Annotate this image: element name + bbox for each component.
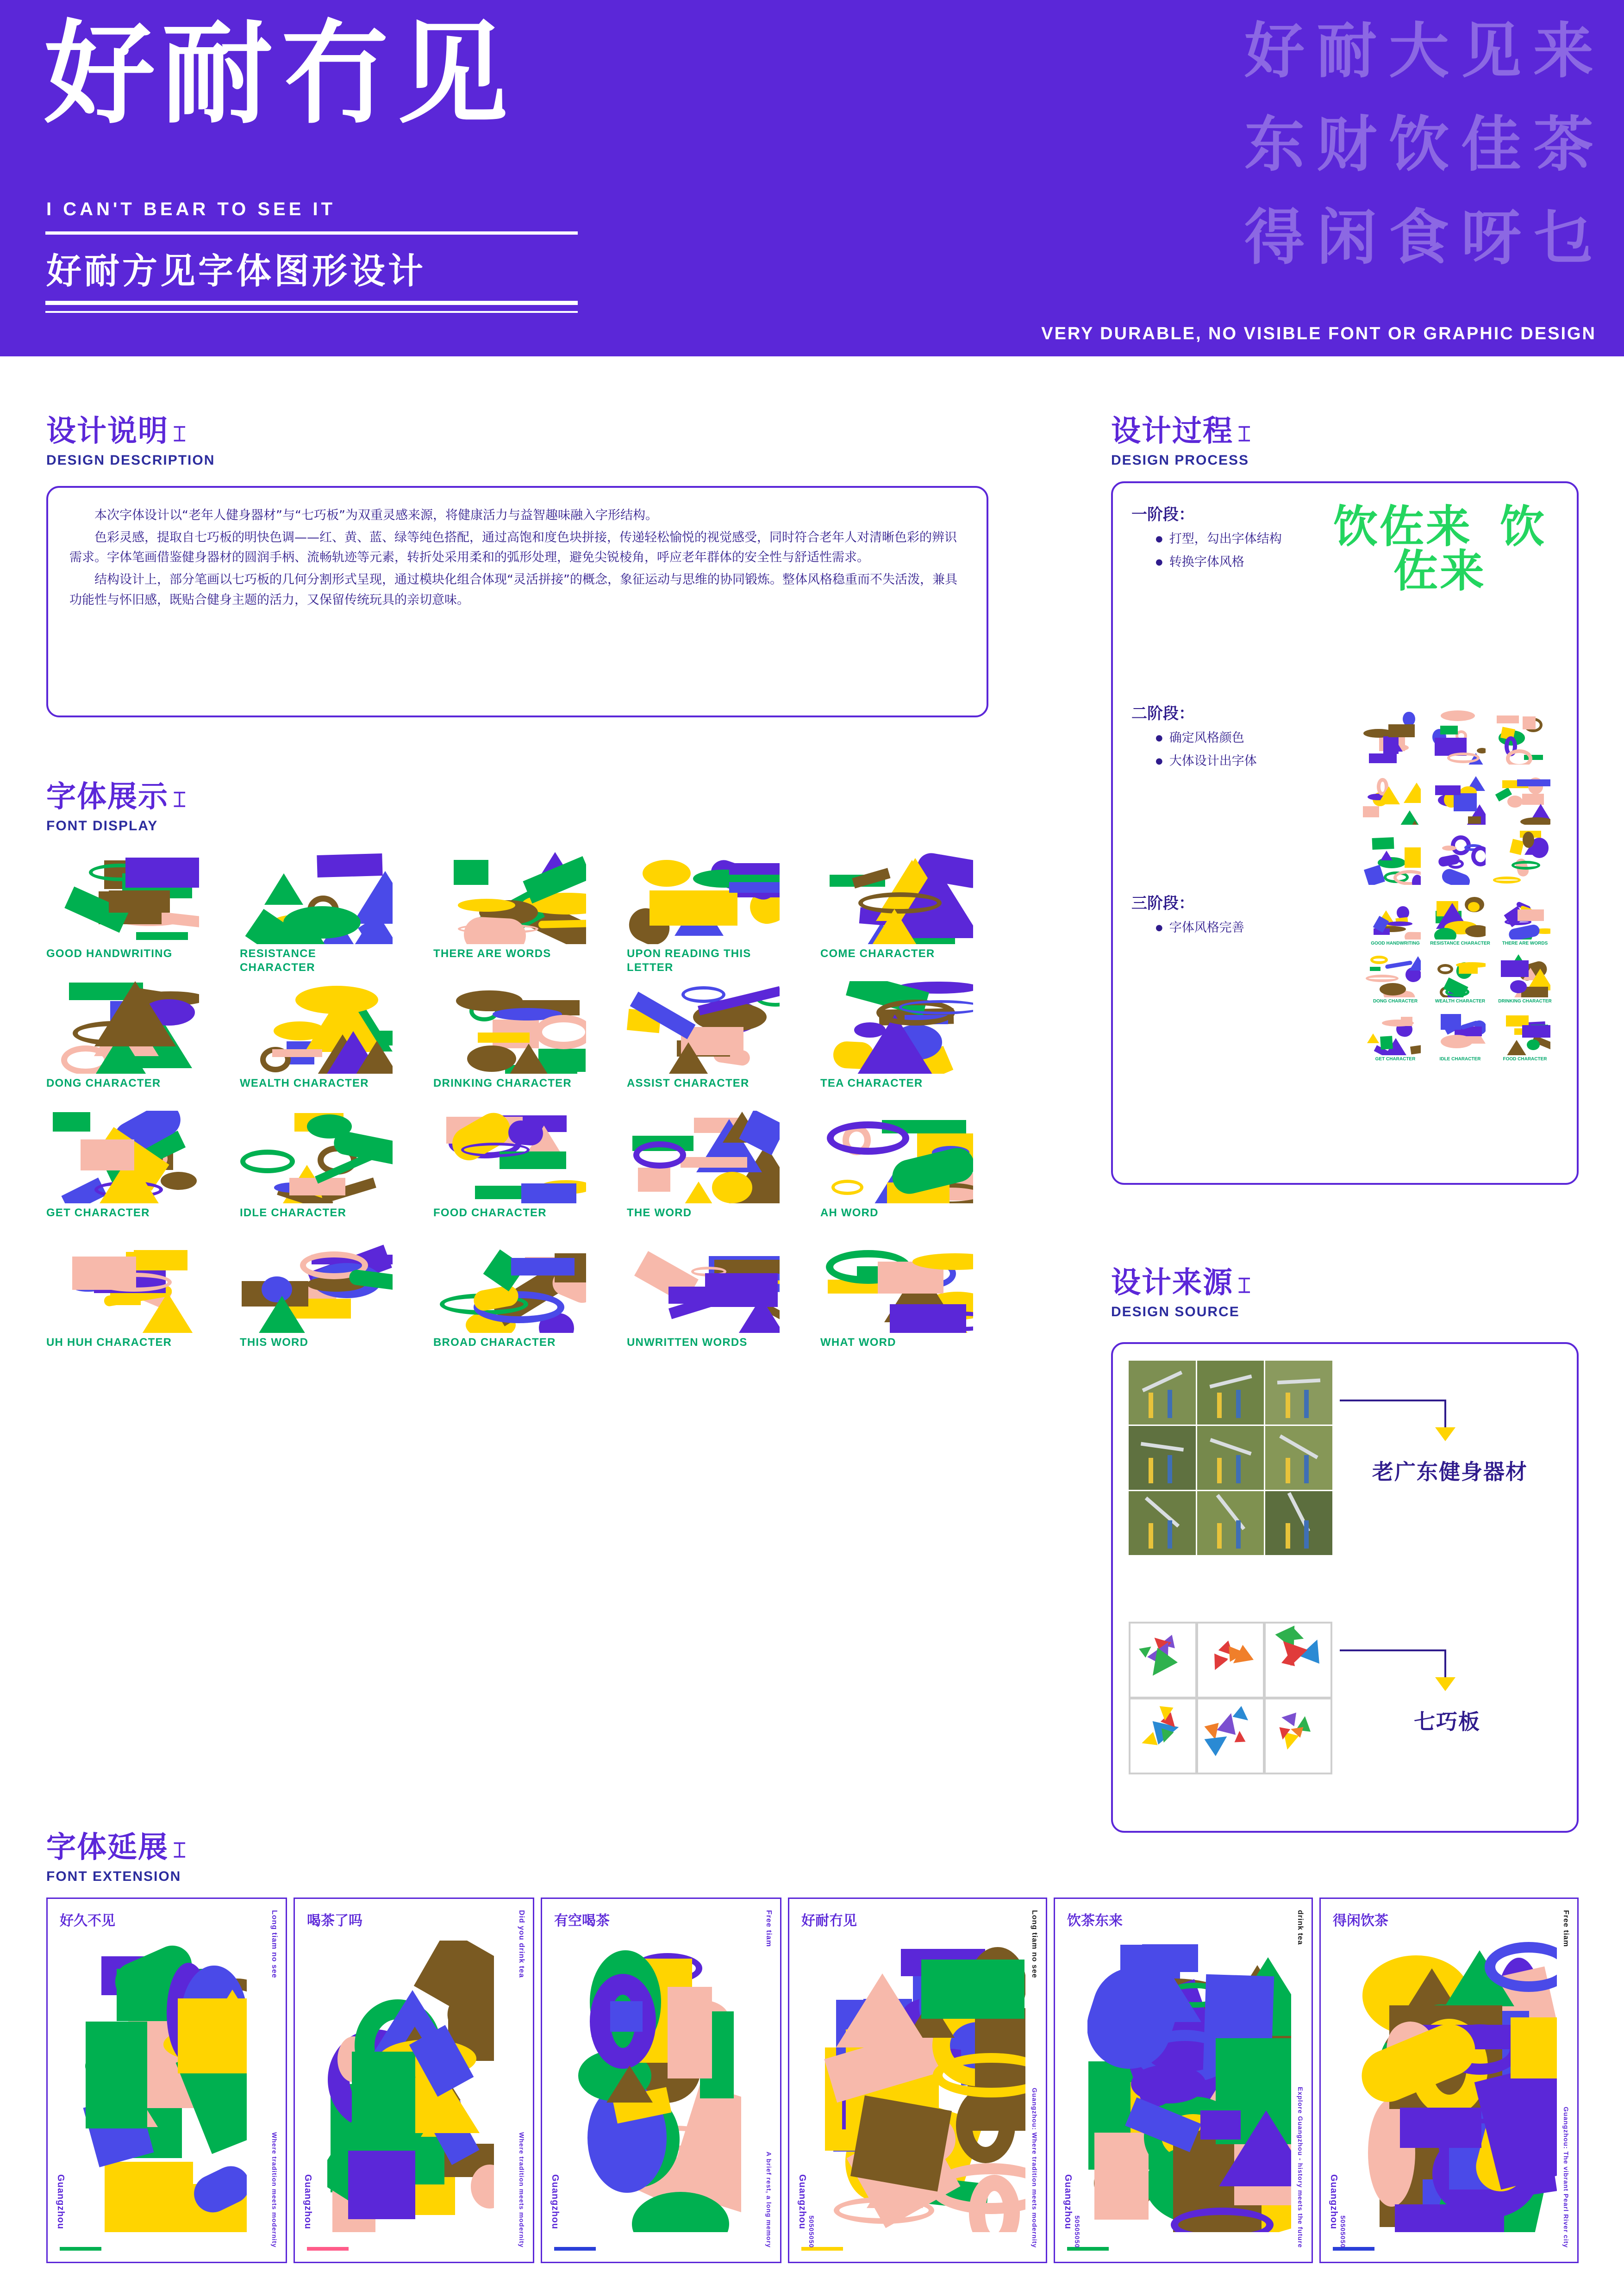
- glyph-cell: [820, 852, 1014, 981]
- stage3-glyph-cell: [1428, 1011, 1493, 1069]
- glyph-artwork: [433, 1111, 586, 1203]
- poster-side-text: Guangzhou: The vibrant Pearl River city: [1562, 2106, 1570, 2248]
- section-title-en: FONT EXTENSION: [46, 1869, 181, 1884]
- poster-title: 饮茶东来: [1067, 1913, 1123, 1929]
- glyph-cell: [627, 852, 820, 981]
- equipment-photo: [1197, 1426, 1264, 1490]
- stage3-glyph-caption: DRINKING CHARACTER: [1498, 999, 1552, 1004]
- glyph-artwork: [46, 852, 199, 944]
- glyph-label: THIS WORD: [240, 1336, 309, 1349]
- poster-city: Guangzhou: [303, 2174, 313, 2229]
- glyph-cell: [820, 981, 1014, 1111]
- glyph-artwork: [820, 1240, 973, 1333]
- ghost-row: 好耐大见来: [1244, 16, 1605, 86]
- extension-poster[interactable]: [1054, 1898, 1313, 2263]
- equipment-photo: [1265, 1491, 1332, 1555]
- stage3-glyph-cell: [1363, 1011, 1428, 1069]
- stage-label: 一阶段：: [1131, 505, 1194, 524]
- poster-accent-bar: [307, 2247, 349, 2251]
- extension-poster[interactable]: [788, 1898, 1047, 2263]
- glyph-cell: [46, 1111, 240, 1240]
- section-title-en: DESIGN SOURCE: [1111, 1304, 1240, 1319]
- source-arrow-head-icon-2: [1435, 1677, 1455, 1691]
- extension-poster[interactable]: [541, 1898, 781, 2263]
- glyph-label: UPON READING THIS LETTER: [627, 947, 751, 974]
- stage2-glyph-cell: [1363, 770, 1428, 830]
- equipment-photo: [1265, 1426, 1332, 1490]
- poster-side-en: Long tiam no see: [1031, 1910, 1038, 1979]
- glyph-artwork: [1428, 770, 1486, 825]
- poster-side-text: Guangzhou: Where tradition meets modernity: [1031, 2087, 1038, 2248]
- poster-city: Guangzhou: [1329, 2174, 1339, 2229]
- title-mark-icon: ⌶: [173, 421, 187, 446]
- stage3-glyph-caption: DONG CHARACTER: [1373, 999, 1418, 1004]
- glyph-artwork: [820, 852, 973, 944]
- hero-divider-mid: [45, 301, 578, 305]
- stage-label: 三阶段：: [1131, 894, 1194, 913]
- hero-tagline: VERY DURABLE, NO VISIBLE FONT OR GRAPHIC DESIGN: [1041, 324, 1596, 343]
- stage-bullet: ● 字体风格完善: [1156, 920, 1244, 936]
- glyph-artwork: [46, 1111, 199, 1203]
- source-arrow-line-2: [1340, 1649, 1446, 1651]
- glyph-cell: [627, 1240, 820, 1370]
- equipment-photo: [1265, 1361, 1332, 1425]
- glyph-artwork: [240, 1240, 393, 1333]
- glyph-artwork: [1363, 895, 1421, 940]
- glyph-artwork: [1363, 953, 1421, 997]
- equipment-photo: [1197, 1491, 1264, 1555]
- glyph-cell: [627, 1111, 820, 1240]
- glyph-artwork: [1428, 895, 1486, 940]
- section-title-en: DESIGN PROCESS: [1111, 453, 1249, 468]
- tangram-figure: [1198, 1624, 1263, 1697]
- poster-city: Guangzhou: [797, 2174, 807, 2229]
- poster-side-text: A brief rest, a long memory: [765, 2152, 773, 2248]
- source-arrow-head-icon: [1435, 1427, 1455, 1441]
- glyph-cell: [820, 1240, 1014, 1370]
- glyph-artwork: [627, 981, 780, 1074]
- glyph-cell: [433, 1240, 627, 1370]
- extension-poster[interactable]: [46, 1898, 287, 2263]
- stage3-glyph-caption: GOOD HANDWRITING: [1371, 941, 1420, 946]
- glyph-label: AH WORD: [820, 1207, 879, 1219]
- section-title-design-source: [1111, 1259, 1252, 1320]
- poster-city: Guangzhou: [56, 2174, 66, 2229]
- section-title-cn: 设计说明: [46, 414, 169, 448]
- source-label-equipment: 老广东健身器材: [1372, 1459, 1528, 1484]
- glyph-label: UH HUH CHARACTER: [46, 1336, 172, 1349]
- stage-label: 二阶段：: [1131, 704, 1194, 723]
- glyph-label: TEA CHARACTER: [820, 1077, 923, 1089]
- glyph-cell: [240, 981, 433, 1111]
- stage2-glyph-grid: [1363, 710, 1557, 890]
- poster-side-text: Where tradition meets modernity: [518, 2132, 525, 2248]
- poster-code: 50505050: [808, 2215, 815, 2248]
- stage3-glyph-caption: THERE ARE WORDS: [1502, 941, 1548, 946]
- tangram-figure: [1131, 1699, 1195, 1773]
- poster-side-en: drink tea: [1296, 1910, 1304, 1945]
- poster-side-en: Did you drink tea: [518, 1910, 525, 1978]
- glyph-cell: [46, 1240, 240, 1370]
- source-arrow-stem: [1444, 1400, 1446, 1427]
- poster-city: Guangzhou: [550, 2174, 560, 2229]
- glyph-artwork: [1363, 770, 1421, 825]
- poster-title: 好久不见: [60, 1913, 115, 1929]
- glyph-artwork: [1428, 953, 1486, 997]
- section-title-cn: 设计过程: [1111, 414, 1233, 448]
- glyph-artwork: [1493, 895, 1550, 940]
- font-extension-poster-row: [46, 1898, 1583, 2268]
- glyph-cell: [433, 852, 627, 981]
- section-title-en: FONT DISPLAY: [46, 818, 158, 834]
- poster-side-text: Explore Guangzhou - history meets the future: [1297, 2086, 1304, 2248]
- poster-title: 有空喝茶: [554, 1913, 610, 1929]
- glyph-artwork: [627, 852, 780, 944]
- glyph-label: DONG CHARACTER: [46, 1077, 161, 1089]
- design-process-box: [1111, 481, 1579, 1185]
- glyph-artwork: [1363, 1011, 1421, 1055]
- glyph-label: WEALTH CHARACTER: [240, 1077, 369, 1089]
- stage2-glyph-cell: [1493, 770, 1557, 830]
- design-description-box: [46, 486, 988, 717]
- ghost-glyph-block: [948, 5, 1605, 301]
- stage1-glyph: 饮佐来: [1333, 501, 1472, 553]
- glyph-artwork: [240, 852, 393, 944]
- description-paragraph: 本次字体设计以“老年人健身器材”与“七巧板”为双重灵感来源，将健康活力与益智趣味融入字形结构。: [94, 508, 658, 523]
- equipment-photo: [1129, 1491, 1196, 1555]
- poster-title: 得闲饮茶: [1333, 1913, 1388, 1929]
- glyph-cell: [627, 981, 820, 1111]
- font-display-grid: [46, 852, 1014, 1370]
- equipment-photo: [1129, 1426, 1196, 1490]
- glyph-cell: [240, 852, 433, 981]
- glyph-artwork: [240, 981, 393, 1074]
- poster-side-en: Free tiam: [765, 1910, 773, 1948]
- glyph-artwork: [820, 1111, 973, 1203]
- glyph-artwork: [46, 981, 199, 1074]
- description-paragraph: 结构设计上，部分笔画以七巧板的几何分割形式呈现，通过模块化组合体现“灵活拼接”的概念，象征运动与思维的协同锻炼。整体风格稳重而不失活泼，兼具功能性与怀旧感，既贴合健身主题的活力，又保留传统玩具的亲切意味。: [69, 572, 957, 607]
- stage3-glyph-cell: [1428, 953, 1493, 1011]
- page-header: [0, 0, 1624, 356]
- glyph-artwork: [433, 852, 586, 944]
- glyph-artwork: [1493, 710, 1550, 765]
- stage3-glyph-caption: RESISTANCE CHARACTER: [1430, 941, 1490, 946]
- glyph-cell: [433, 981, 627, 1111]
- poster-artwork: [575, 1941, 741, 2232]
- section-title-font-display: [46, 773, 187, 834]
- poster-artwork: [80, 1941, 247, 2232]
- equipment-photo-grid: [1129, 1361, 1332, 1555]
- stage3-glyph-cell: [1493, 953, 1557, 1011]
- stage3-glyph-caption: GET CHARACTER: [1375, 1057, 1416, 1062]
- tangram-figure: [1131, 1624, 1195, 1697]
- poster-side-en: Free tiam: [1562, 1910, 1570, 1948]
- tangram-figure: [1198, 1699, 1263, 1773]
- poster-side-text: Where tradition meets modernity: [271, 2132, 278, 2248]
- extension-poster[interactable]: [294, 1898, 534, 2263]
- glyph-label: GET CHARACTER: [46, 1207, 150, 1219]
- hero-subtitle-en: I CAN'T BEAR TO SEE IT: [46, 199, 336, 219]
- glyph-artwork: [1493, 770, 1550, 825]
- description-paragraph: 色彩灵感，提取自七巧板的明快色调——红、黄、蓝、绿等纯色搭配，通过高饱和度色块拼接，传递轻松愉悦的视觉感受，同时符合老年人对清晰色彩的辨识需求。字体笔画借鉴健身器材的圆润手柄、流畅轨迹等元素，转折处采用柔和的弧形处理，避免尖锐棱角，呼应老年群体的安全性与舒适性需求。: [69, 530, 957, 565]
- stage3-glyph-cell: [1493, 895, 1557, 953]
- glyph-label: WHAT WORD: [820, 1336, 896, 1349]
- stage1-glyph: 饮佐来: [1393, 501, 1546, 597]
- stage2-glyph-cell: [1363, 710, 1428, 770]
- stage2-glyph-cell: [1493, 830, 1557, 890]
- poster-artwork: [822, 1941, 1025, 2232]
- section-title-design-description: [46, 407, 215, 468]
- glyph-artwork: [433, 1240, 586, 1333]
- glyph-label: THERE ARE WORDS: [433, 947, 551, 960]
- glyph-label: GOOD HANDWRITING: [46, 947, 173, 960]
- glyph-label: BROAD CHARACTER: [433, 1336, 556, 1349]
- page-title: 好耐冇见: [44, 9, 515, 139]
- section-title-design-process: [1111, 407, 1252, 468]
- stage1-glyph-preview: [1319, 501, 1560, 643]
- glyph-artwork: [1363, 830, 1421, 885]
- hero-divider-bottom: [45, 311, 578, 313]
- title-mark-icon: ⌶: [1238, 1273, 1252, 1298]
- poster-artwork: [1087, 1941, 1291, 2232]
- stage-bullet: ● 大体设计出字体: [1156, 753, 1257, 770]
- stage3-glyph-cell: [1428, 895, 1493, 953]
- hero-subtitle-cn: 好耐方见字体图形设计: [46, 250, 426, 292]
- stage3-glyph-caption: IDLE CHARACTER: [1439, 1057, 1481, 1062]
- stage3-glyph-caption: FOOD CHARACTER: [1503, 1057, 1547, 1062]
- glyph-artwork: [1493, 830, 1550, 885]
- poster-side-en: Long tiam no see: [270, 1910, 278, 1979]
- section-title-cn: 字体延展: [46, 1830, 169, 1865]
- poster-accent-bar: [554, 2247, 596, 2251]
- glyph-cell: [240, 1240, 433, 1370]
- source-arrow-line: [1340, 1400, 1446, 1401]
- stage3-glyph-cell: [1363, 895, 1428, 953]
- section-title-cn: 设计来源: [1111, 1266, 1233, 1300]
- section-title-en: DESIGN DESCRIPTION: [46, 453, 215, 468]
- title-mark-icon: ⌶: [173, 787, 187, 812]
- glyph-label: RESISTANCE CHARACTER: [240, 947, 316, 974]
- stage2-glyph-cell: [1428, 770, 1493, 830]
- title-mark-icon: ⌶: [1238, 421, 1252, 446]
- stage3-glyph-grid: [1363, 895, 1557, 1069]
- source-arrow-stem-2: [1444, 1649, 1446, 1677]
- glyph-cell: [240, 1111, 433, 1240]
- glyph-cell: [433, 1111, 627, 1240]
- glyph-artwork: [240, 1111, 393, 1203]
- poster-artwork: [1353, 1941, 1557, 2232]
- poster-city: Guangzhou: [1063, 2174, 1073, 2229]
- glyph-label: THE WORD: [627, 1207, 692, 1219]
- stage-bullet: ● 转换字体风格: [1156, 554, 1282, 571]
- section-title-font-extension: [46, 1823, 187, 1885]
- stage2-glyph-cell: [1493, 710, 1557, 770]
- glyph-artwork: [627, 1111, 780, 1203]
- tangram-figure: [1266, 1699, 1330, 1773]
- poster-title: 好耐冇见: [801, 1913, 857, 1929]
- glyph-artwork: [1428, 1011, 1486, 1055]
- poster-accent-bar: [60, 2247, 101, 2251]
- glyph-artwork: [1493, 953, 1550, 997]
- glyph-label: COME CHARACTER: [820, 947, 935, 960]
- stage2-glyph-cell: [1428, 830, 1493, 890]
- glyph-label: DRINKING CHARACTER: [433, 1077, 572, 1089]
- design-source-box: [1111, 1342, 1579, 1833]
- poster-title: 喝茶了吗: [307, 1913, 362, 1929]
- glyph-cell: [820, 1111, 1014, 1240]
- stage3-glyph-cell: [1493, 1011, 1557, 1069]
- title-mark-icon: ⌶: [173, 1837, 187, 1862]
- source-label-tangram: 七巧板: [1414, 1709, 1480, 1734]
- tangram-figure: [1266, 1624, 1330, 1697]
- glyph-artwork: [820, 981, 973, 1074]
- stage-bullet: ● 确定风格颜色: [1156, 730, 1257, 747]
- stage2-glyph-cell: [1428, 710, 1493, 770]
- glyph-label: UNWRITTEN WORDS: [627, 1336, 748, 1349]
- glyph-artwork: [1428, 830, 1486, 885]
- extension-poster[interactable]: [1319, 1898, 1579, 2263]
- hero-divider-top: [45, 231, 578, 235]
- equipment-photo: [1197, 1361, 1264, 1425]
- ghost-row: 东财饮佳茶: [1244, 109, 1605, 180]
- glyph-label: IDLE CHARACTER: [240, 1207, 347, 1219]
- glyph-label: ASSIST CHARACTER: [627, 1077, 750, 1089]
- equipment-photo: [1129, 1361, 1196, 1425]
- poster-artwork: [327, 1941, 494, 2232]
- glyph-artwork: [1428, 710, 1486, 765]
- glyph-cell: [46, 981, 240, 1111]
- glyph-artwork: [627, 1240, 780, 1333]
- glyph-artwork: [433, 981, 586, 1074]
- stage3-glyph-caption: WEALTH CHARACTER: [1435, 999, 1486, 1004]
- glyph-artwork: [1493, 1011, 1550, 1055]
- tangram-grid: [1129, 1622, 1332, 1774]
- poster-code: 50505050: [1339, 2215, 1347, 2248]
- stage3-glyph-cell: [1363, 953, 1428, 1011]
- stage2-glyph-cell: [1363, 830, 1428, 890]
- glyph-artwork: [46, 1240, 199, 1333]
- glyph-cell: [46, 852, 240, 981]
- section-title-cn: 字体展示: [46, 780, 169, 814]
- glyph-artwork: [1363, 710, 1421, 765]
- glyph-label: FOOD CHARACTER: [433, 1207, 547, 1219]
- stage-bullet: ● 打型，勾出字体结构: [1156, 531, 1282, 548]
- poster-code: 50505050: [1074, 2215, 1081, 2248]
- ghost-row: 得闲食呀乜: [1244, 202, 1605, 273]
